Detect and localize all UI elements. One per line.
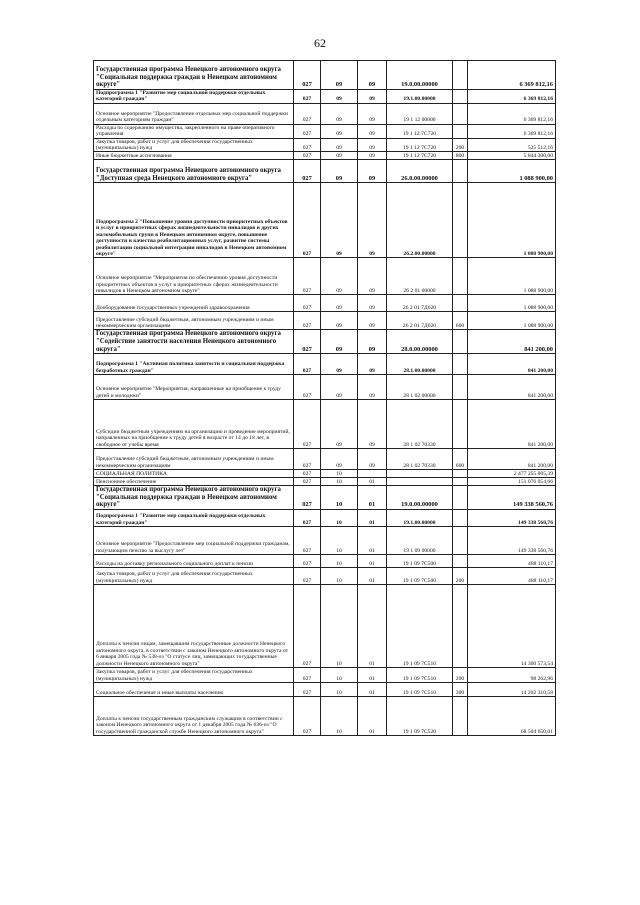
cell-pr: 09	[358, 138, 387, 152]
table-row	[94, 527, 556, 555]
cell-vr: 800	[453, 152, 468, 160]
cell-name: Основное мероприятие "Предоставление отдельных мер социальной поддержки отдельным категориям граждан"	[94, 103, 294, 124]
table-row	[94, 486, 556, 510]
cell-name: Закупка товаров, работ и услуг для обеспечения государственных (муниципальных) нужд	[94, 568, 294, 585]
cell-vr	[453, 486, 468, 510]
cell-name: Основное мероприятие "Мероприятия по обеспечению уровня доступности приоритетных объектов и услуг в приоритетных сферах жизнедеятельности инвалидов в Ненецком автономном округе"	[94, 258, 294, 295]
cell-cs: 19 1 09 7С500	[387, 568, 453, 585]
cell-cs: 19.1.00.00000	[387, 510, 453, 527]
cell-pr: 09	[358, 61, 387, 90]
cell-vr	[453, 61, 468, 90]
table-row	[94, 510, 556, 527]
cell-sum: 1 088 900,00	[468, 183, 556, 258]
cell-pr: 01	[358, 697, 387, 736]
cell-gr: 027	[294, 295, 321, 312]
cell-rz: 10	[321, 568, 358, 585]
cell-cs: 19 1 09 7С510	[387, 683, 453, 697]
cell-gr: 027	[294, 312, 321, 330]
cell-sum: 488 110,17	[468, 555, 556, 568]
cell-sum: 488 110,17	[468, 568, 556, 585]
cell-pr: 01	[358, 527, 387, 555]
cell-sum: 841 200,00	[468, 400, 556, 449]
cell-pr: 01	[358, 486, 387, 510]
cell-cs: 19 1 09 00000	[387, 527, 453, 555]
cell-rz: 09	[321, 103, 358, 124]
table-row	[94, 585, 556, 668]
cell-sum: 151 076 054,66	[468, 478, 556, 486]
table-row	[94, 354, 556, 375]
cell-pr: 09	[358, 160, 387, 183]
cell-sum: 841 200,00	[468, 354, 556, 375]
cell-cs: 28 1 02 70330	[387, 400, 453, 449]
cell-cs: 19 1 12 7С720	[387, 138, 453, 152]
cell-rz: 09	[321, 400, 358, 449]
cell-name: Предоставление субсидий бюджетным, автономным учреждениям и иным некоммерческим организациям	[94, 449, 294, 470]
cell-gr: 027	[294, 375, 321, 400]
cell-cs: 19 1 12 7С720	[387, 152, 453, 160]
table-row	[94, 61, 556, 90]
cell-sum: 841 200,00	[468, 449, 556, 470]
cell-gr: 027	[294, 510, 321, 527]
cell-rz: 09	[321, 258, 358, 295]
cell-name: Подпрограмма 2 "Повышение уровня доступности приоритетных объектов и услуг в приоритетных сферах жизнедеятельности инвалидов и других маломобильных групп в Ненецком автономном округе, повышение доступности и качества реабилитационных услуг, развитие системы реабилитации социальной интеграции инвалидов в Ненецком автономном округе"	[94, 183, 294, 258]
cell-gr: 027	[294, 400, 321, 449]
cell-name: Государственная программа Ненецкого автономного округа "Социальная поддержка граждан в Ненецком автономном округе"	[94, 61, 294, 90]
cell-cs: 19.0.00.00000	[387, 61, 453, 90]
cell-name: Пенсионное обеспечение	[94, 478, 294, 486]
cell-gr: 027	[294, 697, 321, 736]
cell-vr	[453, 103, 468, 124]
budget-table	[93, 60, 556, 736]
cell-rz: 10	[321, 668, 358, 683]
cell-name: Доплаты к пенсии лицам, замещавшим государственные должности Ненецкого автономного округа, в соответствии с законом Ненецкого автономного округа от 6 января 2005 года № 538-оз "О статусе лиц, замещающих государственные должности Ненецкого автономного округа"	[94, 585, 294, 668]
cell-name: Закупка товаров, работ и услуг для обеспечения государственных (муниципальных) нужд	[94, 668, 294, 683]
cell-name: Предоставление субсидий бюджетным, автономным учреждениям и иным некоммерческим организациям	[94, 312, 294, 330]
cell-sum: 525 512,16	[468, 138, 556, 152]
table-row	[94, 103, 556, 124]
cell-pr	[358, 470, 387, 478]
cell-vr	[453, 375, 468, 400]
cell-vr	[453, 90, 468, 104]
cell-name: Иные бюджетные ассигнования	[94, 152, 294, 160]
cell-gr: 027	[294, 449, 321, 470]
cell-vr	[453, 697, 468, 736]
cell-vr	[453, 478, 468, 486]
cell-cs: 28.1.00.00000	[387, 354, 453, 375]
cell-sum: 841 200,00	[468, 375, 556, 400]
cell-rz: 10	[321, 510, 358, 527]
table-row	[94, 683, 556, 697]
table-row	[94, 400, 556, 449]
cell-pr: 09	[358, 183, 387, 258]
table-row	[94, 90, 556, 104]
cell-cs: 19 1 09 7С500	[387, 555, 453, 568]
cell-pr: 09	[358, 330, 387, 354]
cell-name: Подпрограмма 1 "Развитие мер социальной поддержки отдельных категорий граждан"	[94, 90, 294, 104]
cell-rz: 09	[321, 330, 358, 354]
cell-vr	[453, 183, 468, 258]
cell-sum: 1 088 900,00	[468, 160, 556, 183]
cell-rz: 09	[321, 354, 358, 375]
cell-rz: 09	[321, 183, 358, 258]
table-row	[94, 160, 556, 183]
cell-sum: 841 200,00	[468, 330, 556, 354]
cell-vr	[453, 527, 468, 555]
cell-name: Государственная программа Ненецкого автономного округа "Содействие занятости населения Ненецкого автономного округа"	[94, 330, 294, 354]
cell-name: Расходы на доставку регионального социального доплат к пенсии	[94, 555, 294, 568]
cell-pr: 09	[358, 449, 387, 470]
cell-cs: 28.0.00.00000	[387, 330, 453, 354]
cell-name: Государственная программа Ненецкого автономного округа "Социальная поддержка граждан в Ненецком автономном округе"	[94, 486, 294, 510]
cell-cs: 19.1.00.00000	[387, 90, 453, 104]
cell-cs: 19 1 12 00000	[387, 103, 453, 124]
cell-rz: 10	[321, 478, 358, 486]
cell-vr	[453, 124, 468, 138]
cell-rz: 09	[321, 449, 358, 470]
cell-rz: 09	[321, 61, 358, 90]
cell-cs: 19 1 12 7С720	[387, 124, 453, 138]
cell-gr: 027	[294, 183, 321, 258]
table-row	[94, 555, 556, 568]
cell-pr: 09	[358, 295, 387, 312]
cell-gr: 027	[294, 160, 321, 183]
cell-pr: 09	[358, 375, 387, 400]
cell-pr: 09	[358, 400, 387, 449]
cell-sum: 2 477 255 005,39	[468, 470, 556, 478]
table-row	[94, 668, 556, 683]
cell-sum: 98 262,96	[468, 668, 556, 683]
cell-vr	[453, 258, 468, 295]
cell-sum: 5 844 300,00	[468, 152, 556, 160]
cell-vr: 200	[453, 138, 468, 152]
cell-gr: 027	[294, 61, 321, 90]
cell-vr: 600	[453, 449, 468, 470]
cell-vr	[453, 510, 468, 527]
cell-gr: 027	[294, 486, 321, 510]
table-row	[94, 183, 556, 258]
cell-name: СОЦИАЛЬНАЯ ПОЛИТИКА	[94, 470, 294, 478]
table-row	[94, 449, 556, 470]
table-row	[94, 152, 556, 160]
cell-pr: 09	[358, 354, 387, 375]
cell-cs: 26.2.00.00000	[387, 183, 453, 258]
cell-rz: 09	[321, 124, 358, 138]
cell-pr: 01	[358, 510, 387, 527]
table-row	[94, 295, 556, 312]
table-row	[94, 124, 556, 138]
cell-gr: 027	[294, 585, 321, 668]
cell-name: Подпрограмма 1 "Активная политика занятости и социальная поддержка безработных граждан"	[94, 354, 294, 375]
cell-pr: 01	[358, 478, 387, 486]
cell-gr: 027	[294, 103, 321, 124]
cell-cs	[387, 478, 453, 486]
cell-sum: 1 088 900,00	[468, 258, 556, 295]
cell-vr: 300	[453, 683, 468, 697]
cell-sum: 14 202 310,58	[468, 683, 556, 697]
cell-gr: 027	[294, 555, 321, 568]
cell-name: Доплаты к пенсии государственным гражданским служащим в соответствии с законом Ненецкого автономного округа от 1 декабря 2005 года № 636-оз "О государственной гражданской службе Ненецкого автономного округа"	[94, 697, 294, 736]
cell-vr	[453, 160, 468, 183]
cell-rz: 10	[321, 555, 358, 568]
cell-gr: 027	[294, 470, 321, 478]
cell-sum: 6 369 812,16	[468, 124, 556, 138]
cell-rz: 10	[321, 585, 358, 668]
cell-vr	[453, 585, 468, 668]
cell-name: Подпрограмма 1 "Развитие мер социальной поддержки отдельных категорий граждан"	[94, 510, 294, 527]
cell-gr: 027	[294, 330, 321, 354]
cell-vr	[453, 330, 468, 354]
cell-cs: 26.0.00.00000	[387, 160, 453, 183]
cell-cs: 28 1 02 70330	[387, 449, 453, 470]
page-number: 62	[314, 36, 326, 50]
cell-gr: 027	[294, 478, 321, 486]
cell-gr: 027	[294, 354, 321, 375]
cell-cs: 26 2 01 7Д020	[387, 312, 453, 330]
cell-sum: 14 300 573,54	[468, 585, 556, 668]
cell-rz: 10	[321, 527, 358, 555]
cell-sum: 1 088 900,00	[468, 295, 556, 312]
cell-pr: 09	[358, 90, 387, 104]
cell-cs: 19 1 09 7С520	[387, 697, 453, 736]
cell-pr: 01	[358, 668, 387, 683]
table-row	[94, 330, 556, 354]
cell-vr: 200	[453, 668, 468, 683]
cell-pr: 09	[358, 103, 387, 124]
cell-rz: 09	[321, 152, 358, 160]
cell-sum: 149 338 560,76	[468, 510, 556, 527]
cell-gr: 027	[294, 152, 321, 160]
cell-pr: 01	[358, 585, 387, 668]
cell-cs: 28 1 02 00000	[387, 375, 453, 400]
cell-cs: 19 1 09 7С510	[387, 668, 453, 683]
cell-pr: 09	[358, 152, 387, 160]
cell-gr: 027	[294, 258, 321, 295]
table-row	[94, 697, 556, 736]
cell-gr: 027	[294, 138, 321, 152]
cell-rz: 09	[321, 312, 358, 330]
table-row	[94, 470, 556, 478]
table-row	[94, 258, 556, 295]
cell-rz: 10	[321, 697, 358, 736]
table-row	[94, 478, 556, 486]
table-row	[94, 138, 556, 152]
cell-pr: 01	[358, 555, 387, 568]
cell-vr	[453, 470, 468, 478]
cell-cs: 19.0.00.00000	[387, 486, 453, 510]
cell-sum: 1 088 900,00	[468, 312, 556, 330]
table-row	[94, 568, 556, 585]
cell-name: Государственная программа Ненецкого автономного округа "Доступная среда Ненецкого автономного округа"	[94, 160, 294, 183]
cell-pr: 09	[358, 312, 387, 330]
cell-rz: 10	[321, 486, 358, 510]
cell-gr: 027	[294, 527, 321, 555]
cell-gr: 027	[294, 90, 321, 104]
cell-vr: 200	[453, 568, 468, 585]
cell-sum: 6 369 812,16	[468, 103, 556, 124]
cell-sum: 149 338 560,76	[468, 486, 556, 510]
cell-name: Социальное обеспечение и иные выплаты населению	[94, 683, 294, 697]
cell-vr: 600	[453, 312, 468, 330]
cell-gr: 027	[294, 683, 321, 697]
budget-table-body	[94, 61, 556, 736]
cell-rz: 09	[321, 90, 358, 104]
cell-sum: 6 369 812,16	[468, 90, 556, 104]
cell-vr	[453, 555, 468, 568]
cell-pr: 09	[358, 258, 387, 295]
cell-rz: 10	[321, 470, 358, 478]
cell-rz: 09	[321, 375, 358, 400]
cell-pr: 01	[358, 568, 387, 585]
cell-cs: 26 2 01 7Д020	[387, 295, 453, 312]
cell-pr: 09	[358, 124, 387, 138]
cell-rz: 09	[321, 138, 358, 152]
cell-sum: 6 369 812,16	[468, 61, 556, 90]
cell-rz: 10	[321, 683, 358, 697]
cell-sum: 149 338 560,76	[468, 527, 556, 555]
cell-gr: 027	[294, 124, 321, 138]
table-row	[94, 375, 556, 400]
cell-gr: 027	[294, 668, 321, 683]
cell-name: Закупка товаров, работ и услуг для обеспечения государственных (муниципальных) нужд	[94, 138, 294, 152]
cell-cs: 19 1 09 7С510	[387, 585, 453, 668]
cell-cs	[387, 470, 453, 478]
cell-gr: 027	[294, 568, 321, 585]
cell-rz: 09	[321, 295, 358, 312]
cell-name: Субсидии бюджетным учреждениям на организацию и проведение мероприятий, направленных на приобщение к труду детей в возрасте от 14 до 18 лет, в свободное от учебы время	[94, 400, 294, 449]
cell-vr	[453, 354, 468, 375]
cell-cs: 26 2 01 00000	[387, 258, 453, 295]
cell-vr	[453, 295, 468, 312]
cell-name: Основное мероприятие "Предоставление мер социальной поддержки гражданам, получающим пенсию за выслугу лет"	[94, 527, 294, 555]
cell-pr: 01	[358, 683, 387, 697]
cell-name: Основное мероприятие "Мероприятия, направленные на приобщение к труду детей и молодежи"	[94, 375, 294, 400]
cell-name: Расходы по содержанию имущества, закрепленного на праве оперативного управления	[94, 124, 294, 138]
cell-rz: 09	[321, 160, 358, 183]
cell-vr	[453, 400, 468, 449]
table-row	[94, 312, 556, 330]
cell-sum: 68 504 650,01	[468, 697, 556, 736]
cell-name: Дооборудование государственных учреждений здравоохранения	[94, 295, 294, 312]
